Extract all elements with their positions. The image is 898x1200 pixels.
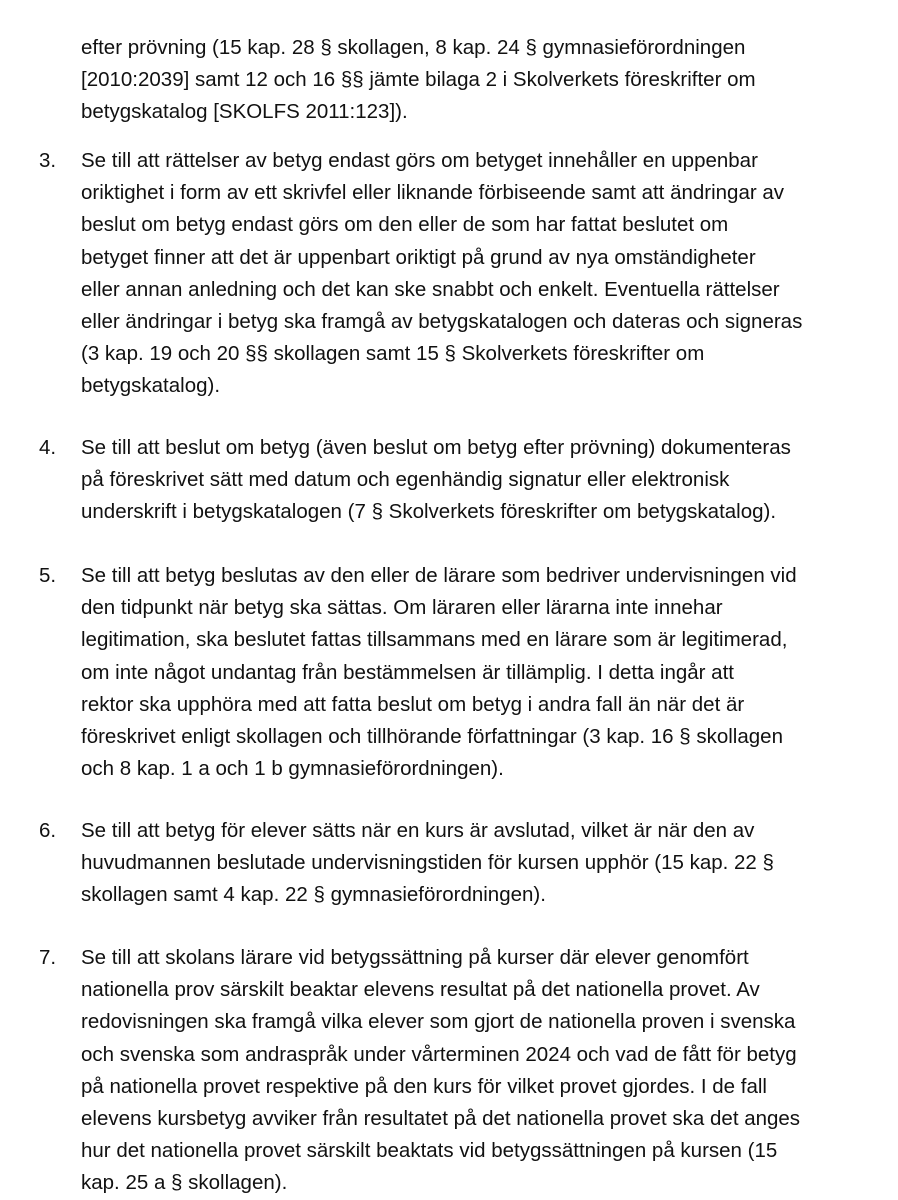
list-item-number: 5. <box>39 564 57 587</box>
text-line: hur det nationella provet särskilt beaktats vid betygssättningen på kursen (15 <box>81 1139 778 1163</box>
text-line: elevens kursbetyg avviker från resultatet på det nationella provet ska det anges <box>81 1107 801 1130</box>
text-line: underskrift i betygskatalogen (7 § Skolverkets föreskrifter om betygskatalog). <box>81 500 777 524</box>
text-line: oriktighet i form av ett skrivfel eller liknande förbiseende samt att ändringar av <box>81 181 785 205</box>
text-line: på föreskrivet sätt med datum och egenhändig signatur eller elektronisk <box>81 468 730 492</box>
text-line: nationella prov särskilt beaktar elevens resultat på det nationella provet. Av <box>81 978 760 1002</box>
text-line: betyget finner att det är uppenbart oriktigt på grund av nya omständigheter <box>81 245 756 269</box>
text-line: beslut om betyg endast görs om den eller de som har fattat beslutet om <box>81 213 729 237</box>
text-line: Se till att betyg för elever sätts när en kurs är avslutad, vilket är när den av <box>81 819 755 842</box>
text-line: Se till att beslut om betyg (även beslut om betyg efter prövning) dokumenteras <box>81 436 791 459</box>
text-line: redovisningen ska framgå vilka elever som gjort de nationella proven i svenska <box>81 1010 796 1034</box>
text-line: och 8 kap. 1 a och 1 b gymnasieförordningen). <box>81 757 504 781</box>
text-line: eller annan anledning och det kan ske snabbt och enkelt. Eventuella rättelser <box>81 277 780 301</box>
list-item-number: 4. <box>39 436 57 459</box>
text-line: skollagen samt 4 kap. 22 § gymnasieförordningen). <box>81 883 546 907</box>
text-line: legitimation, ska beslutet fattas tillsammans med en lärare som är legitimerad, <box>81 628 788 652</box>
text-line: Se till att betyg beslutas av den eller de lärare som bedriver undervisningen vid <box>81 564 797 587</box>
text-line: huvudmannen beslutade undervisningstiden för kursen upphör (15 kap. 22 § <box>81 851 774 875</box>
list-item-number: 3. <box>39 149 57 172</box>
text-line: betygskatalog [SKOLFS 2011:123]). <box>81 100 408 124</box>
text-line: rektor ska upphöra med att fatta beslut om betyg i andra fall än när det är <box>81 692 745 716</box>
text-line: den tidpunkt när betyg ska sättas. Om läraren eller lärarna inte innehar <box>81 596 723 620</box>
list-item-number: 7. <box>39 946 57 969</box>
list-item-number: 6. <box>39 819 57 842</box>
text-line: kap. 25 a § skollagen). <box>81 1171 288 1195</box>
text-line: betygskatalog). <box>81 374 221 398</box>
text-line: (3 kap. 19 och 20 §§ skollagen samt 15 § Skolverkets föreskrifter om <box>81 342 705 366</box>
text-line: om inte något undantag från bestämmelsen är tillämplig. I detta ingår att <box>81 660 734 684</box>
text-line: efter prövning (15 kap. 28 § skollagen, 8 kap. 24 § gymnasieförordningen <box>81 36 746 59</box>
text-line: eller ändringar i betyg ska framgå av betygskatalogen och dateras och signeras <box>81 310 803 333</box>
text-line: föreskrivet enligt skollagen och tillhörande författningar (3 kap. 16 § skollagen <box>81 725 783 748</box>
text-line: [2010:2039] samt 12 och 16 §§ jämte bilaga 2 i Skolverkets föreskrifter om <box>81 68 756 92</box>
text-line: Se till att skolans lärare vid betygssättning på kurser där elever genomfört <box>81 946 749 969</box>
text-line: och svenska som andraspråk under vårterminen 2024 och vad de fått för betyg <box>81 1042 797 1066</box>
text-line: på nationella provet respektive på den kurs för vilket provet gjordes. I de fall <box>81 1074 767 1098</box>
text-line: Se till att rättelser av betyg endast görs om betyget innehåller en uppenbar <box>81 149 758 172</box>
